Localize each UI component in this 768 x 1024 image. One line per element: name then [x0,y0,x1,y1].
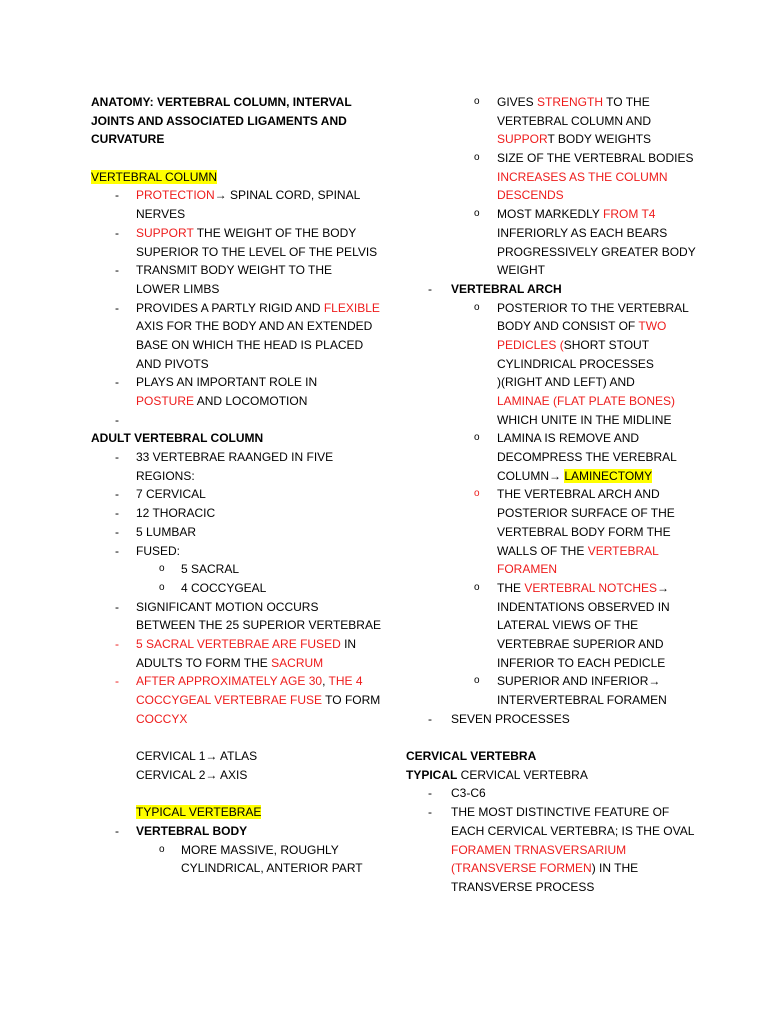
circle-bullet-icon: o [474,208,480,220]
circle-bullet-icon: o [474,581,480,593]
circle-bullet-icon: o [474,152,480,164]
dash-bullet: - [115,450,119,465]
list-item: - 7 CERVICAL [91,485,381,504]
circle-bullet-icon: o [159,581,165,593]
list-item: - 5 LUMBAR [91,523,381,542]
list-item: - FUSED: [91,542,381,561]
typical-vertebrae-heading: TYPICAL VERTEBRAE [136,805,262,820]
document-title-line-1: ANATOMY: VERTEBRAL COLUMN, INTERVAL [91,95,352,109]
arrow-icon: → [657,580,670,595]
vertebral-body-heading: VERTEBRAL BODY [136,823,248,838]
list-item: - TRANSMIT BODY WEIGHT TO THE [91,261,381,280]
list-item: - SIGNIFICANT MOTION OCCURS [91,598,381,617]
list-item: - PROVIDES A PARTLY RIGID AND FLEXIBLE [91,299,381,318]
circle-bullet-icon: o [474,488,480,500]
document-title-line-2: JOINTS AND ASSOCIATED LIGAMENTS AND [91,113,347,128]
dash-bullet: - [115,412,119,427]
arrow-icon: → [648,674,661,689]
list-item [91,822,381,841]
dash-bullet: - [115,487,119,502]
sub-list-item: o SIZE OF THE VERTEBRAL BODIES [406,149,706,168]
dash-bullet: - [115,375,119,390]
list-item [91,411,381,430]
dash-bullet: - [115,524,119,539]
arrow-icon: → [549,468,562,483]
list-item: - THE MOST DISTINCTIVE FEATURE OF [406,803,706,822]
arrow-icon: → [205,749,218,764]
sub-list-item: o MORE MASSIVE, ROUGHLY [91,841,381,860]
circle-bullet-icon: o [474,675,480,687]
sub-list-item: o 4 COCCYGEAL [91,579,381,598]
list-item: - PROTECTION→ SPINAL CORD, SPINAL [91,186,381,205]
sub-list-item: o GIVES STRENGTH TO THE [406,93,706,112]
dash-bullet: - [115,300,119,315]
list-item: - 5 SACRAL VERTEBRAE ARE FUSED IN [91,635,381,654]
arrow-icon: → [214,188,227,203]
vertebral-arch-heading: VERTEBRAL ARCH [451,281,562,296]
arrow-icon: → [205,767,218,782]
cervical-vertebra-heading: CERVICAL VERTEBRA [406,749,537,764]
circle-bullet-icon: o [159,843,165,855]
sub-list-item: o LAMINA IS REMOVE AND [406,429,706,448]
dash-bullet: - [115,543,119,558]
dash-bullet: - [115,506,119,521]
list-item: - AFTER APPROXIMATELY AGE 30, THE 4 [91,672,381,691]
list-item: - SEVEN PROCESSES [406,710,706,729]
circle-bullet-icon: o [474,432,480,444]
list-item: - 33 VERTEBRAE RAANGED IN FIVE [91,448,381,467]
circle-bullet-icon: o [474,301,480,313]
dash-bullet: - [115,225,119,240]
circle-bullet-icon: o [474,96,480,107]
dash-bullet: - [428,711,432,726]
dash-bullet: - [428,805,432,820]
document-title-line-3: CURVATURE [91,132,165,147]
adult-vertebral-column-heading: ADULT VERTEBRAL COLUMN [91,431,264,446]
dash-bullet: - [115,636,119,651]
dash-bullet: - [115,263,119,278]
dash-bullet: - [115,599,119,614]
dash-bullet: - [428,786,432,801]
dash-bullet: - [115,188,119,203]
list-item [406,280,706,299]
sub-list-item: o THE VERTEBRAL NOTCHES→ [406,579,706,598]
sub-list-item: o 5 SACRAL [91,560,381,579]
list-item: - C3-C6 [406,784,706,803]
vertebral-column-heading: VERTEBRAL COLUMN [91,169,218,184]
sub-list-item: o SUPERIOR AND INFERIOR→ [406,672,706,691]
list-item: - PLAYS AN IMPORTANT ROLE IN [91,373,381,392]
sub-list-item: o THE VERTEBRAL ARCH AND [406,485,706,504]
list-item: - SUPPORT THE WEIGHT OF THE BODY [91,224,381,243]
left-column: ANATOMY: VERTEBRAL COLUMN, INTERVAL JOINTS AND ASSOCIATED LIGAMENTS AND CURVATURE VERTEBRAL COLUMN - PROTECTION→ SPINAL CORD, SPINAL NERVES - SUPPORT THE WEIGHT OF THE BODY SUPERIOR TO THE LEVEL OF THE PELVIS - TRANSMIT BODY WEIGHT TO THE LOWER LIMBS - PROVIDES A PARTLY RIGID AND FLEXIBLE AXIS FOR THE BODY AND AN EXTENDED BASE ON WHICH THE HEAD IS PLACED AND PIVOTS - PLAYS AN IMPORTANT ROLE IN POSTURE AND LOCOMOTION - ADULT VERTEBRAL COLUMN - 33 VERTEBRAE RAANGED IN FIVE REGIONS: - 7 CERVICAL - 12 THORACIC - 5 LUMBAR - FUSED: o 5 SACRAL o 4 COCCYGEAL - SIGNIFICANT MOTION OCCURS BETWEEN THE 25 SUPERIOR VERTEBRAE - 5 SACRAL VERTEBRAE ARE FUSED IN ADULTS TO FORM THE SACRUM - AFTER APPROXIMATELY AGE 30, THE 4 COCCYGEAL VERTEBRAE FUSE TO FORM COCCYX CERVICAL 1→ ATLAS CERVICAL 2→ AXIS TYPICAL VERTEBRAE - VERTEBRAL BODY o MORE MASSIVE, ROUGHLY CYLINDRICAL, ANTERIOR PART [91,95,381,876]
dash-bullet: - [115,674,119,689]
circle-bullet-icon: o [159,563,165,575]
dash-bullet: - [115,823,119,838]
dash-bullet: - [428,281,432,296]
right-column: o GIVES STRENGTH TO THE VERTEBRAL COLUMN AND SUPPORT BODY WEIGHTS o SIZE OF THE VERTEBRAL BODIES INCREASES AS THE COLUMN DESCENDS o MOST MARKEDLY FROM T4 INFERIORLY AS EACH BEARS PROGRESSIVELY GREATER BODY WEIGHT - VERTEBRAL ARCH o POSTERIOR TO THE VERTEBRAL BODY AND CONSIST OF TWO PEDICLES (SHORT STOUT CYLINDRICAL PROCESSES )(RIGHT AND LEFT) AND LAMINAE (FLAT PLATE BONES) WHICH UNITE IN THE MIDLINE o LAMINA IS REMOVE AND DECOMPRESS THE VEREBRAL COLUMN→ LAMINECTOMY o THE VERTEBRAL ARCH AND POSTERIOR SURFACE OF THE VERTEBRAL BODY FORM THE WALLS OF THE VERTEBRAL FORAMEN o THE VERTEBRAL NOTCHES→ INDENTATIONS OBSERVED IN LATERAL VIEWS OF THE VERTEBRAE SUPERIOR AND INFERIOR TO EACH PEDICLE o SUPERIOR AND INFERIOR→ INTERVERTEBRAL FORAMEN - SEVEN PROCESSES CERVICAL VERTEBRA TYPICAL CERVICAL VERTEBRA - C3-C6 - THE MOST DISTINCTIVE FEATURE OF EACH CERVICAL VERTEBRA; IS THE OVAL FORAMEN TRNASVERSARIUM (TRANSVERSE FORMEN) IN THE TRANSVERSE PROCESS [406,93,706,897]
sub-list-item: o POSTERIOR TO THE VERTEBRAL [406,299,706,318]
sub-list-item: o MOST MARKEDLY FROM T4 [406,205,706,224]
list-item: - 12 THORACIC [91,504,381,523]
